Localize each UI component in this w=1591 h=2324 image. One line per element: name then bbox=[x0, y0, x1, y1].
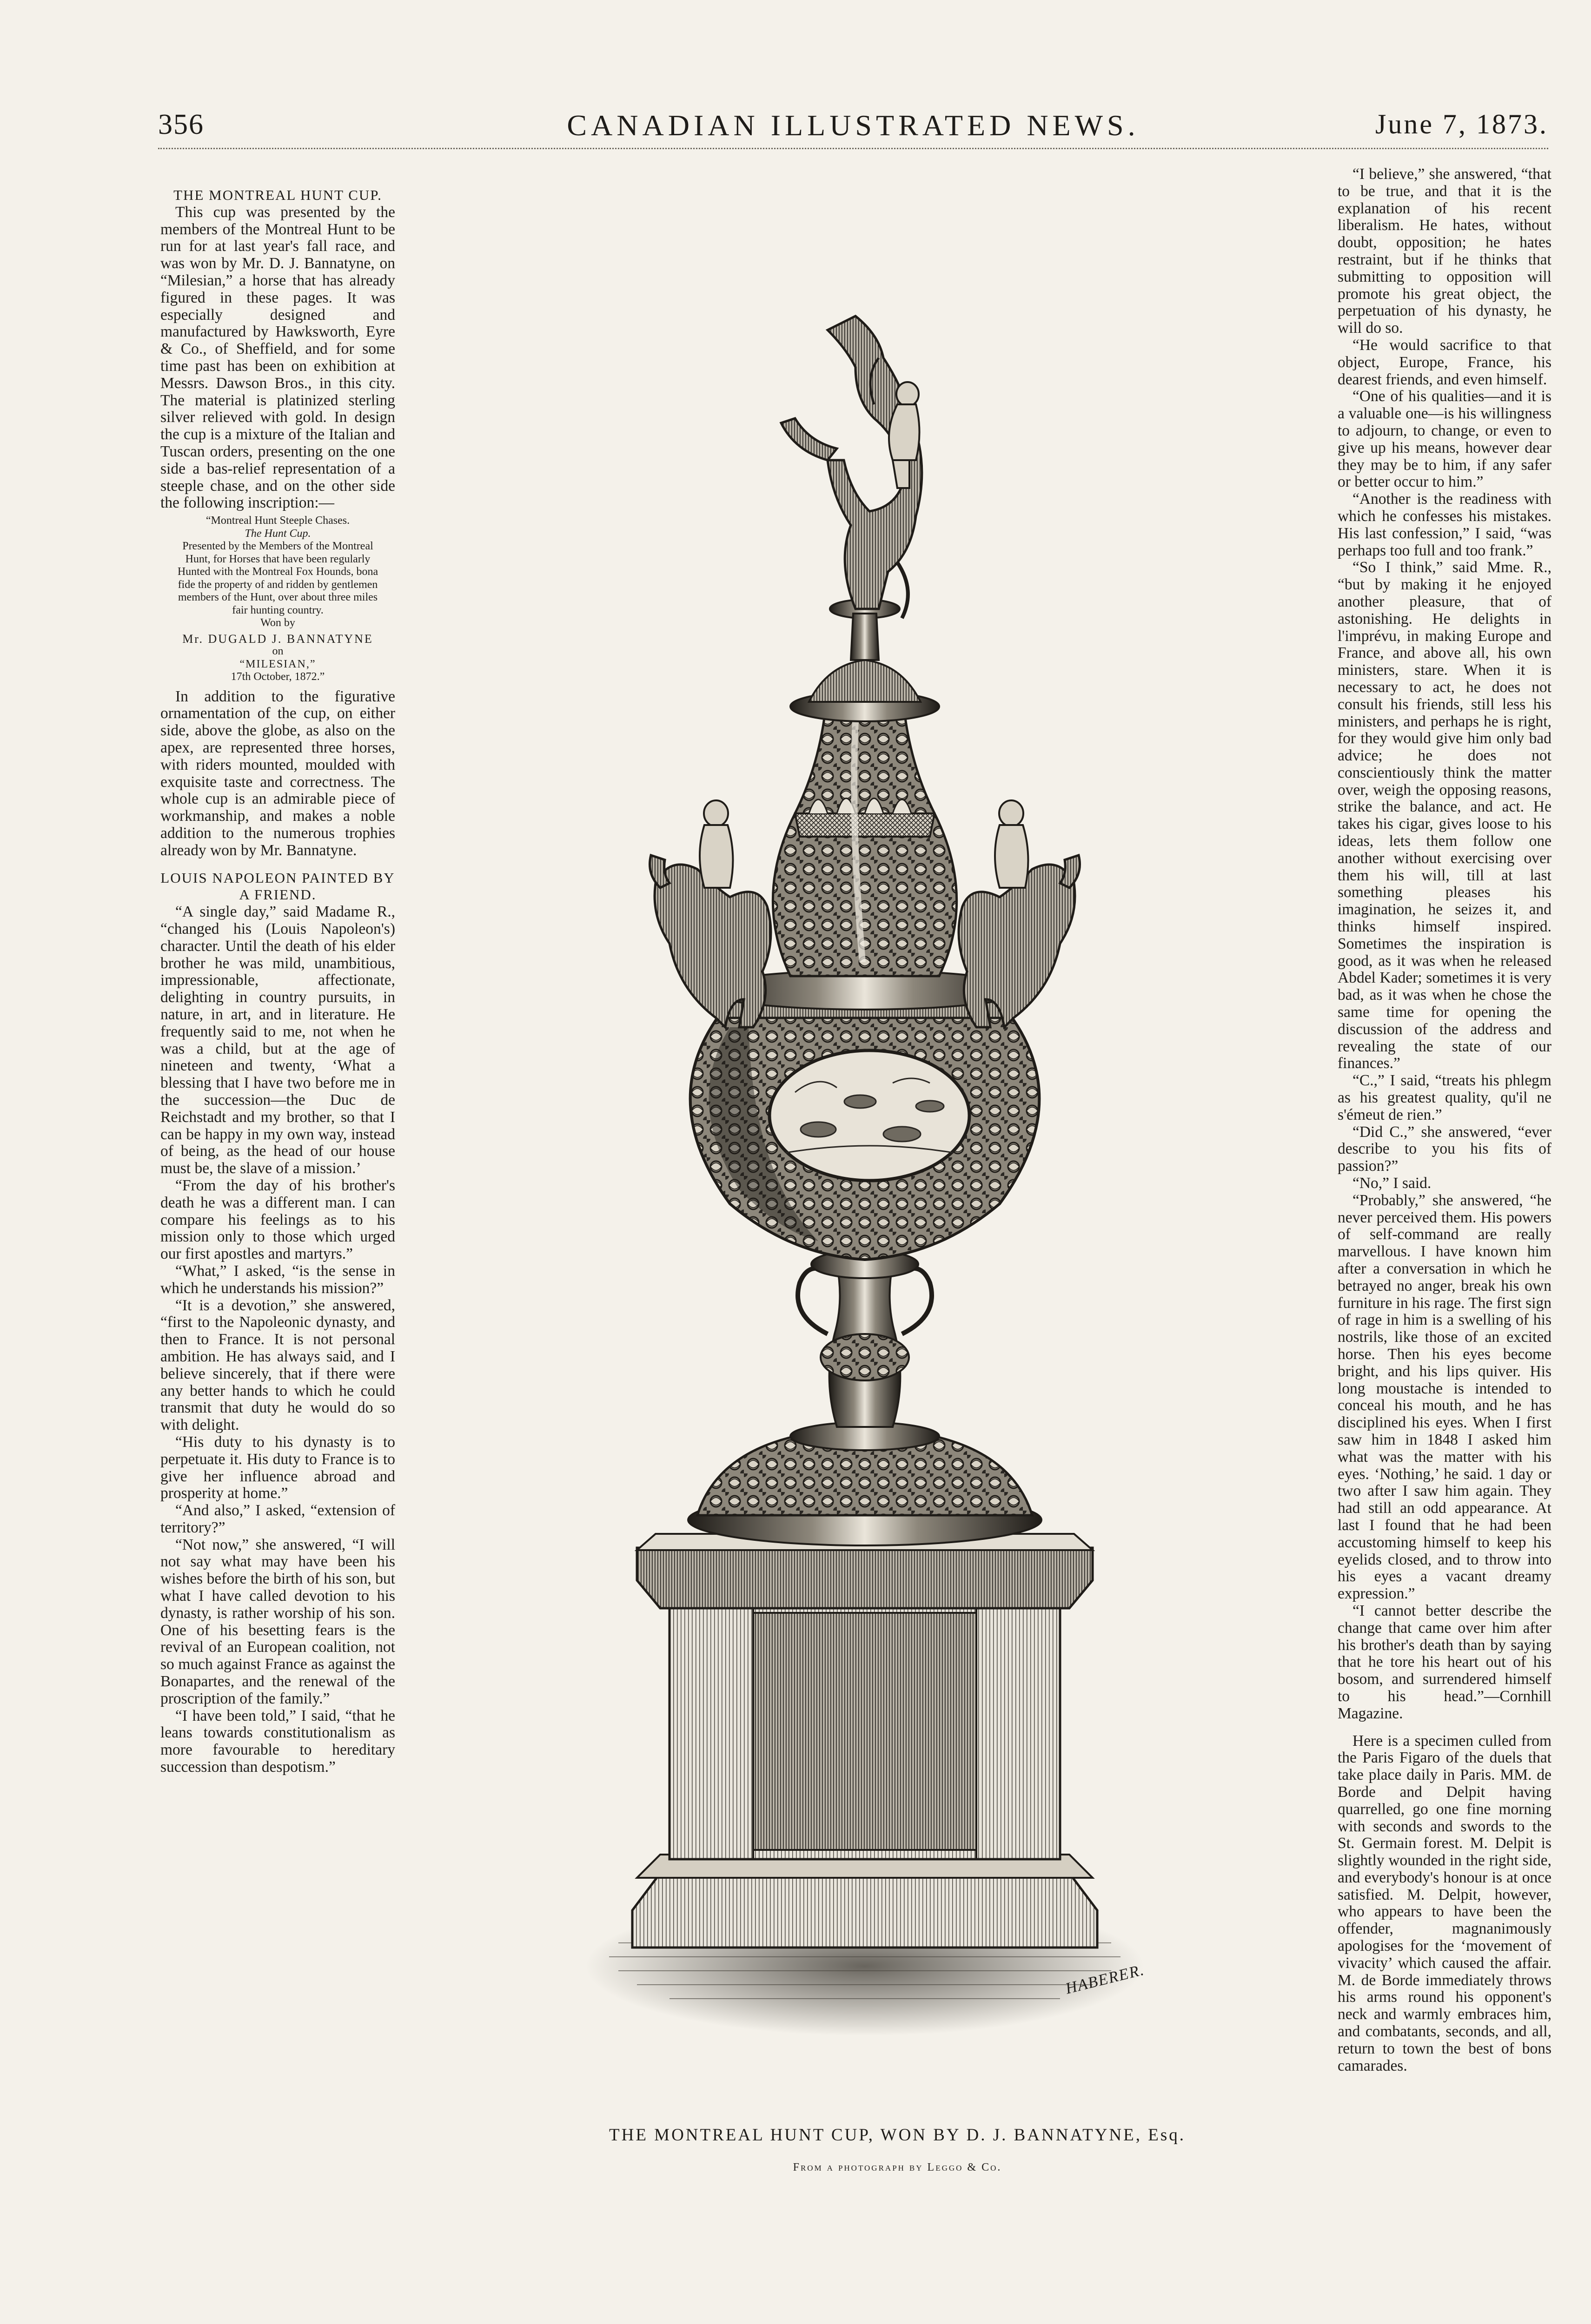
napoleon-paragraph: “And also,” I asked, “extension of territory?” bbox=[160, 1502, 395, 1536]
napoleon-paragraph: “I have been told,” I said, “that he leans towards constitutionalism as more favourable to hereditary succession than despotism.” bbox=[160, 1707, 395, 1776]
journal-title: CANADIAN ILLUSTRATED NEWS. bbox=[567, 109, 1140, 142]
photo-credit: From a photograph by Leggo & Co. bbox=[793, 2161, 1002, 2173]
lid-dome bbox=[809, 660, 921, 702]
pedestal-plinth bbox=[632, 1873, 1097, 1948]
bas-relief-medallion bbox=[769, 1050, 969, 1181]
left-rider bbox=[700, 800, 733, 888]
stem-scroll-left bbox=[798, 1268, 830, 1334]
illustration-caption: THE MONTREAL HUNT CUP, WON BY D. J. BANNATYNE, Esq. bbox=[609, 2126, 1186, 2145]
cup-inscription bbox=[174, 515, 381, 684]
header-rule bbox=[158, 148, 1548, 149]
right-rider bbox=[995, 800, 1028, 888]
inscription-line: Mr. DUGALD J. BANNATYNE bbox=[182, 632, 373, 646]
right-paragraph: “I cannot better describe the change that came over him after his brother's death than by saying that he tore his heart out of his bosom, and surrendered himself to his head.”—Cornhill Magazine. bbox=[1338, 1602, 1551, 1722]
pedestal-cornice bbox=[637, 1548, 1093, 1608]
right-paragraph: “Did C.,” she answered, “ever describe to you his fits of passion?” bbox=[1338, 1123, 1551, 1175]
engraver-signature: HABERER. bbox=[1063, 1961, 1147, 1998]
napoleon-paragraph: “A single day,” said Madame R., “changed his (Louis Napoleon's) character. Until the death of his elder brother he was mild, unambitious, impressionable, affectionate, delighting in country pursuits, in nature, in art, and in literature. He frequently said to me, not when he was a child, but at the age of nineteen and twenty, ‘What a blessing that I have two before me in the succession—the Duc de Reichstadt and my brother, so that I can be happy in my own way, instead of being, as the head of our house must be, the slave of a mission.’ bbox=[160, 903, 395, 1177]
napoleon-paragraph: “It is a devotion,” she answered, “first to the Napoleonic dynasty, and then to France. It is not personal ambition. He has always said, and I believe sincerely, that if there were any better hands to which he could transmit that duty he would do so with delight. bbox=[160, 1296, 395, 1434]
right-paragraph: “Another is the readiness with which he confesses his mistakes. His last confession,” I said, “was perhaps too full and too frank.” bbox=[1338, 490, 1551, 559]
neck-band bbox=[795, 813, 935, 837]
vase-neck bbox=[773, 711, 956, 976]
right-column bbox=[1338, 166, 1551, 2220]
right-paragraph: “He would sacrifice to that object, Europe, France, his dearest friends, and even himself. bbox=[1338, 336, 1551, 388]
napoleon-paragraph: “What,” I asked, “is the sense in which he understands his mission?” bbox=[160, 1262, 395, 1297]
finial-stem bbox=[851, 614, 879, 660]
section-gap bbox=[1338, 1723, 1551, 1733]
right-paragraph: “One of his qualities—and it is a valuable one—is his willingness to adjourn, to change, or even to give up his means, however dear they may be to him, if any safer or better occur to him.” bbox=[1338, 388, 1551, 491]
inscription-line: 17th October, 1872.” bbox=[231, 671, 325, 683]
cup-article-outro: In addition to the figurative ornamentation of the cup, on either side, above the globe, as also on the apex, are represented three horses, with riders mounted, moulded with exquisite taste and correctness. The whole cup is an admirable piece of workmanship, and makes a noble addition to the numerous trophies already won by Mr. Bannatyne. bbox=[160, 687, 395, 859]
napoleon-paragraph: “From the day of his brother's death he was a different man. I can compare his feelings as to his mission only to those which urged our first apostles and martyrs.” bbox=[160, 1176, 395, 1263]
section-gap bbox=[160, 859, 395, 870]
inscription-line: The Hunt Cup. bbox=[245, 527, 311, 540]
cup-article-heading: THE MONTREAL HUNT CUP. bbox=[173, 187, 382, 203]
right-paragraph: “Probably,” she answered, “he never perceived them. His powers of self-command are really marvellous. I have known him after a conversation in which he betrayed no anger, break his own furniture in his rage. The first sign of rage in him is a swelling of his nostrils, like those of an excited horse. Then his eyes become bright, and his lips quiver. His long moustache is intended to conceal his mouth, and he has disciplined his eyes. When I first saw him in 1848 I asked him what was the matter with his eyes. ‘Nothing,’ he said. 1 day or two after I saw him again. They had still an odd appearance. At last I found that he had been accustoming himself to keep his eyelids closed, and to throw into his eyes a vacant dreamy expression.” bbox=[1338, 1191, 1551, 1603]
inscription-line: Presented by the Members of the Montreal Hunt, for Horses that have been regularly Hunted with the Montreal Fox Hounds, bona fide the property of and ridden by gentlemen members of the Hunt, over about three miles fair hunting country. bbox=[177, 540, 378, 616]
napoleon-paragraph: “His duty to his dynasty is to perpetuate it. His duty to France is to give her influence abroad and prosperity at home.” bbox=[160, 1433, 395, 1502]
napoleon-article-heading: LOUIS NAPOLEON PAINTED BY A FRIEND. bbox=[160, 869, 395, 903]
right-paragraph: “C.,” I said, “treats his phlegm as his greatest quality, qu'il ne s'émeut de rien.” bbox=[1338, 1072, 1551, 1123]
napoleon-paragraph: “Not now,” she answered, “I will not say what may have been his wishes before the birth of his son, but what I have called devotion to his dynasty, is rather worship of his son. One of his besetting fears is the revival of an European coalition, not so much against France as against the Bonapartes, and the renewal of the proscription of the family.” bbox=[160, 1536, 395, 1707]
right-paragraph: “I believe,” she answered, “that to be true, and that it is the explanation of his recent liberalism. He hates, without doubt, opposition; he hates restraint, but if he thinks that submitting to opposition will promote his great object, the perpetuation of his dynasty, he will do so. bbox=[1338, 166, 1551, 337]
left-column bbox=[160, 187, 395, 2260]
issue-date: June 7, 1873. bbox=[1375, 109, 1548, 139]
page-number: 356 bbox=[158, 109, 204, 140]
masthead bbox=[158, 100, 1548, 151]
pedestal-face bbox=[753, 1613, 976, 1850]
right-paragraph: “So I think,” said Mme. R., “but by making it he enjoyed another pleasure, that of astonishing. He delights in l'imprévu, in making Europe and France, and above all, his own ministers, stare. When it is necessary to act, he does not consult his friends, still less his ministers, and perhaps he is right, for they would give him only bad advice; he does not conscientiously think the matter over, weigh the opposing reasons, strike the balance, and act. He takes his cigar, gives loose to his ideas, lets them follow one another without exercising over them his will, till at last something pleases his imagination, he seizes it, and thinks himself inspired. Sometimes the inspiration is good, as it was when he released Abdel Kader; sometimes it is very bad, as it was when he chose the same time for opening the discussion of the address and revealing the state of our finances.” bbox=[1338, 559, 1551, 1072]
stem-knop bbox=[821, 1334, 909, 1380]
inscription-line: “Montreal Hunt Steeple Chases. bbox=[206, 515, 350, 527]
stem-scroll-right bbox=[900, 1268, 932, 1334]
hunt-cup-engraving bbox=[577, 265, 1158, 2050]
right-paragraph: “No,” I said. bbox=[1352, 1175, 1432, 1192]
inscription-line: on bbox=[272, 645, 284, 658]
inscription-line: Won by bbox=[260, 617, 295, 629]
right-paragraph: Here is a specimen culled from the Paris Figaro of the duels that take place daily in Paris. MM. de Borde and Delpit having quarrelled, go one fine morning with seconds and swords to the St. Germain forest. M. Delpit is slightly wounded in the right side, and everybody's honour is at once satisfied. M. Delpit, however, who appears to have been the offender, magnanimously apologises for the ‘movement of vivacity’ which caused the affair. M. de Borde immediately throws his arms round his opponent's neck and warmly embraces him, and combatants, seconds, and all, return to town the best of bons camarades. bbox=[1338, 1732, 1551, 2074]
inscription-line: “MILESIAN,” bbox=[239, 658, 316, 670]
cup-article-intro: This cup was presented by the members of the Montreal Hunt to be run for at last year's fall race, and was won by Mr. D. J. Bannatyne, on “Milesian,” a horse that has already figured in these pages. It was especially designed and manufactured by Hawksworth, Eyre & Co., of Sheffield, and for some time past has been on exhibition at Messrs. Dawson Bros., in this city. The material is platinized sterling silver relieved with gold. In design the cup is a mixture of the Italian and Tuscan orders, presenting on the one side a bas-relief representation of a steeple chase, and on the other side the following inscription:— bbox=[160, 203, 395, 512]
